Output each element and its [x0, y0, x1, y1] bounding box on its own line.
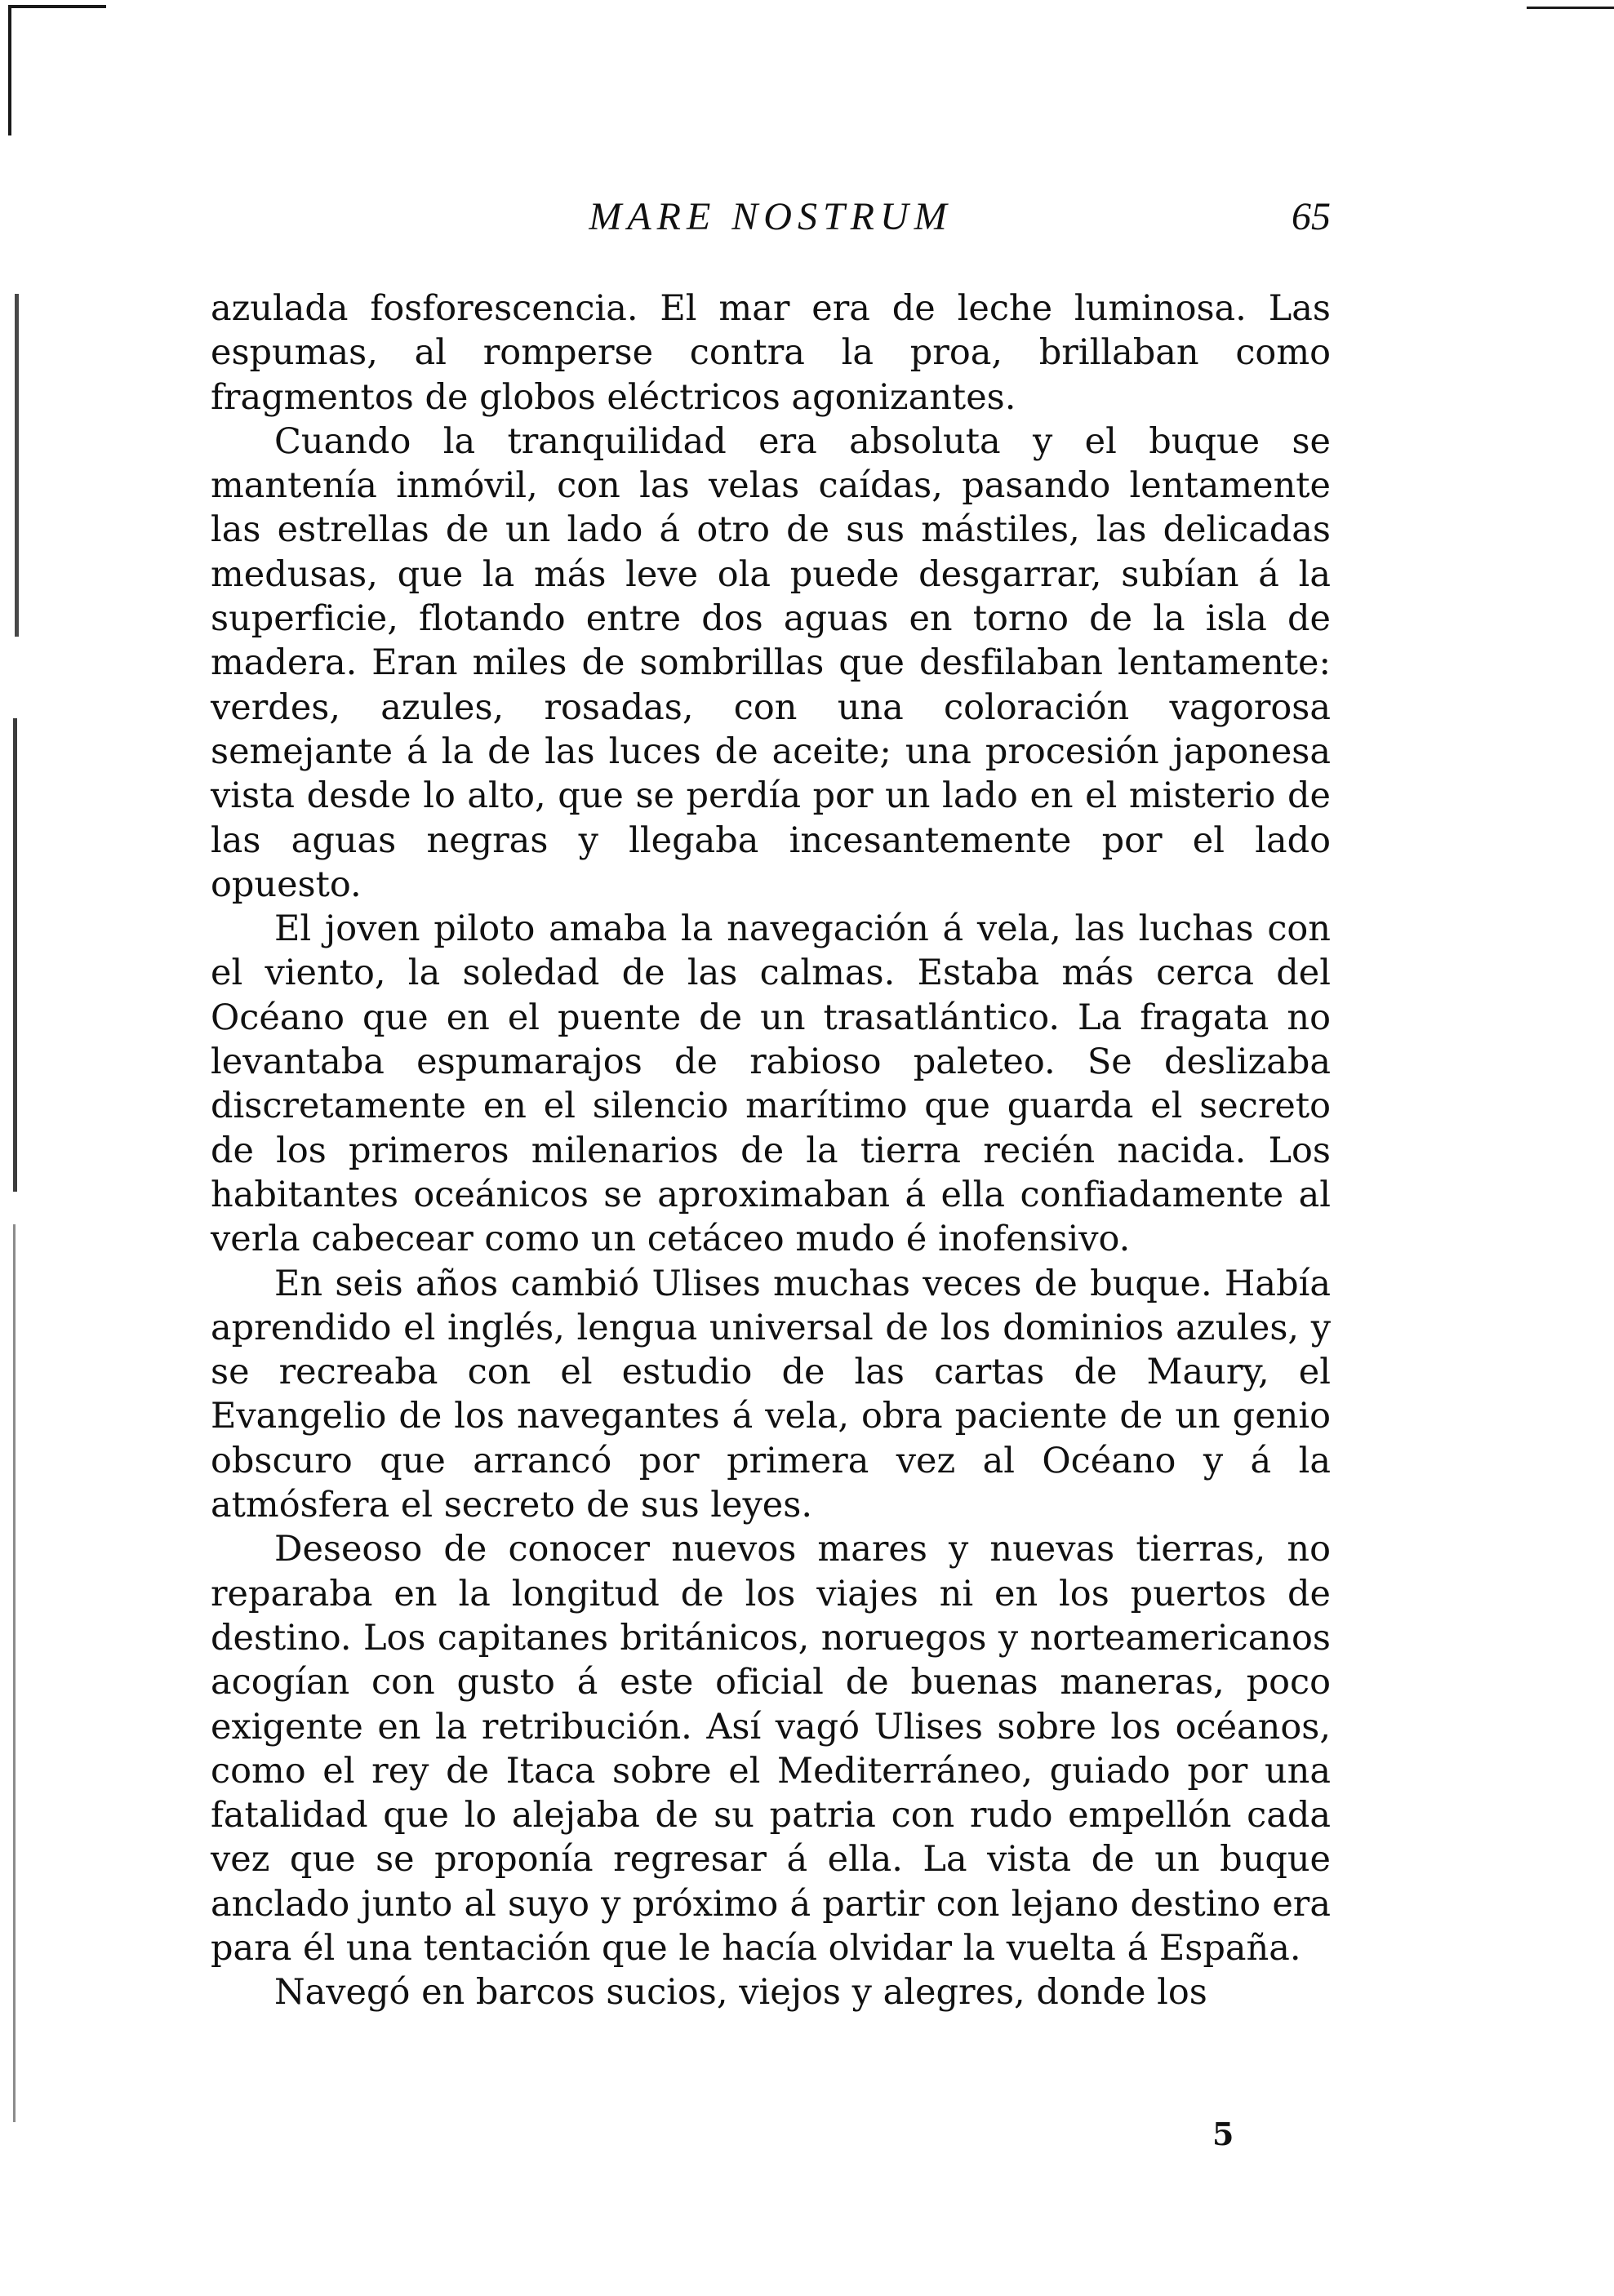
running-title: MARE NOSTRUM — [589, 195, 953, 238]
scan-corner-mark — [8, 5, 106, 8]
running-head — [211, 194, 1331, 243]
signature-mark: 5 — [1212, 2116, 1234, 2152]
paragraph: En seis años cambió Ulises muchas veces de buque. Había aprendido el inglés, lengua universal de los dominios azules, y se recreaba con el estudio de las cartas de Maury, el Evangelio de los navegantes á vela, obra paciente de un genio obscuro que arrancó por primera vez al Océano y á la atmósfera el secreto de sus leyes. — [211, 1263, 1331, 1526]
paragraph: El joven piloto amaba la navegación á vela, las luchas con el viento, la soledad de las calmas. Estaba más cerca del Océano que en el puente de un trasatlántico. La fragata no levantaba espumarajos de rabioso paleteo. Se deslizaba discretamente en el silencio marítimo que guarda el secreto de los primeros milenarios de la tierra recién nacida. Los habitantes oceánicos se aproximaban á ella confiadamente al verla cabecear como un cetáceo mudo é inofensivo. — [211, 908, 1331, 1260]
scan-left-edge-mark — [13, 718, 17, 1192]
scan-top-right-mark — [1527, 7, 1614, 9]
scan-corner-mark-vertical — [8, 5, 11, 135]
body-text — [211, 286, 1331, 2015]
paragraph: Cuando la tranquilidad era absoluta y el buque se mantenía inmóvil, con las velas caídas, pasando lentamente las estrellas de un lado á otro de sus mástiles, las delicadas medusas, que la más leve ola puede desgarrar, subían á la superficie, flotando entre dos aguas en torno de la isla de madera. Eran miles de sombrillas que desfilaban lentamente: verdes, azules, rosadas, con una coloración vagorosa semejante á la de las luces de aceite; una procesión japonesa vista desde lo alto, que se perdía por un lado en el misterio de las aguas negras y llegaba incesantemente por el lado opuesto. — [211, 420, 1331, 905]
scan-left-edge-mark — [15, 294, 19, 637]
page-number: 65 — [1292, 195, 1331, 238]
paragraph: azulada fosforescencia. El mar era de leche luminosa. Las espumas, al romperse contra la proa, brillaban como fragmentos de globos eléctricos agonizantes. — [211, 288, 1331, 418]
paragraph: Deseoso de conocer nuevos mares y nuevas tierras, no reparaba en la longitud de los viajes ni en los puertos de destino. Los capitanes británicos, noruegos y norteamericanos acogían con gusto á este oficial de buenas maneras, poco exigente en la retribución. Así vagó Ulises sobre los océanos, como el rey de Itaca sobre el Mediterráneo, guiado por una fatalidad que lo alejaba de su patria con rudo empellón cada vez que se proponía regresar á ella. La vista de un buque anclado junto al suyo y próximo á partir con lejano destino era para él una tentación que le hacía olvidar la vuelta á España. — [211, 1529, 1331, 1969]
paragraph: Navegó en barcos sucios, viejos y alegres, donde los — [274, 1972, 1207, 2014]
scan-left-edge-mark — [13, 1224, 16, 2122]
